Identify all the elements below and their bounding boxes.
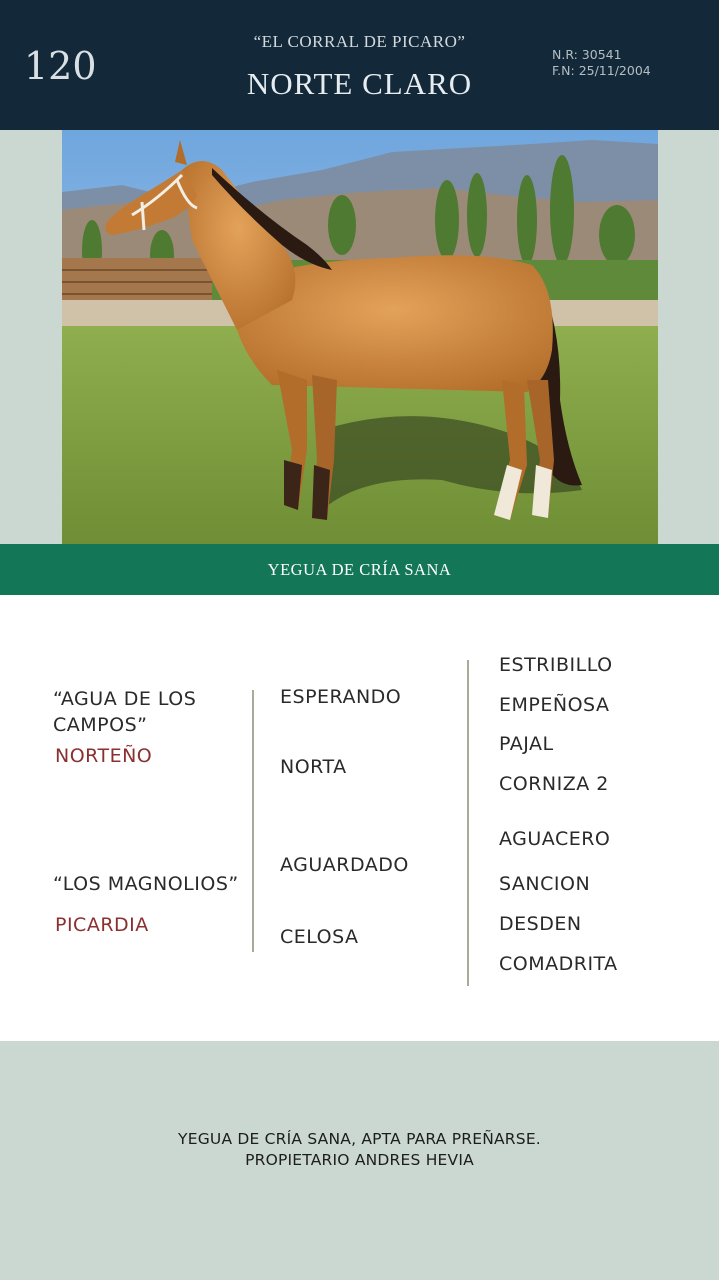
horse-meta	[552, 47, 651, 79]
great-grandparent-4: CORNIZA 2	[499, 773, 609, 795]
farm-name: “EL CORRAL DE PICARO”	[253, 32, 466, 51]
great-grandparent-6: SANCION	[499, 873, 591, 895]
registration-number: N.R: 30541	[552, 47, 622, 62]
photo-band	[0, 130, 719, 544]
pedigree-divider-2	[467, 660, 469, 986]
footer-line-1: YEGUA DE CRÍA SANA, APTA PARA PREÑARSE.	[178, 1130, 541, 1148]
great-grandparent-5: AGUACERO	[499, 828, 611, 850]
great-grandparent-3: PAJAL	[499, 733, 554, 755]
horse-name: NORTE CLARO	[246, 66, 473, 101]
great-grandparent-7: DESDEN	[499, 913, 582, 935]
footer-line-2: PROPIETARIO ANDRES HEVIA	[245, 1151, 474, 1169]
status-bar	[0, 544, 719, 595]
footer-notes	[0, 1129, 719, 1171]
footer	[0, 1041, 719, 1280]
dam-name: PICARDIA	[55, 914, 149, 936]
grandparent-3: AGUARDADO	[280, 854, 409, 876]
header	[0, 0, 719, 130]
horse-photo	[62, 130, 658, 544]
grandparent-4: CELOSA	[280, 926, 359, 948]
pedigree-divider-1	[252, 690, 254, 952]
great-grandparent-2: EMPEÑOSA	[499, 694, 610, 716]
sire-breeder: “AGUA DE LOS CAMPOS”	[53, 688, 197, 736]
status-label: YEGUA DE CRÍA SANA	[267, 559, 452, 579]
birth-date: F.N: 25/11/2004	[552, 63, 651, 78]
great-grandparent-8: COMADRITA	[499, 953, 618, 975]
grandparent-1: ESPERANDO	[280, 686, 402, 708]
lot-number: 120	[24, 44, 97, 88]
dam-breeder: “LOS MAGNOLIOS”	[53, 873, 239, 895]
grandparent-2: NORTA	[280, 756, 347, 778]
sire-name: NORTEÑO	[55, 745, 153, 767]
great-grandparent-1: ESTRIBILLO	[499, 654, 613, 676]
